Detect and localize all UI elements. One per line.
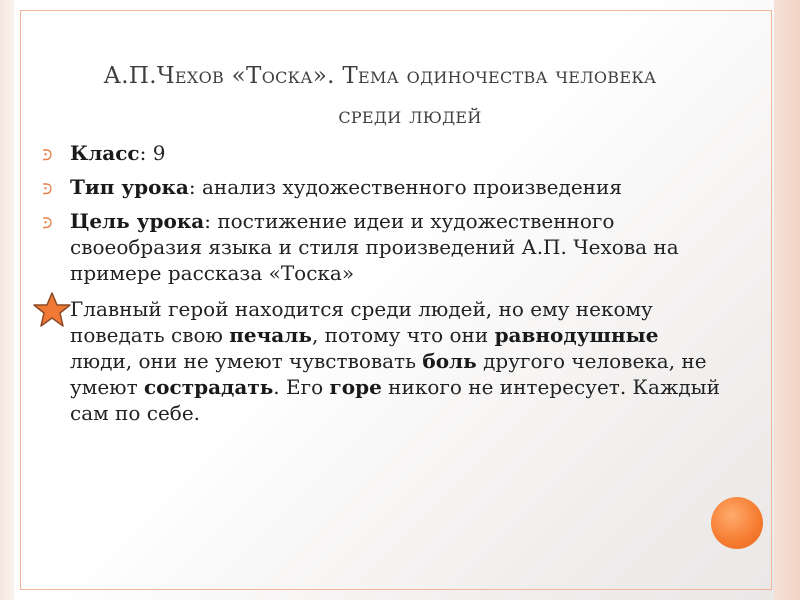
orange-arrow-bullet-icon: ⪾ xyxy=(42,144,53,165)
orange-arrow-bullet-icon: ⪾ xyxy=(42,178,53,199)
bold-word: равнодушные xyxy=(494,323,659,347)
slide-content xyxy=(42,140,722,434)
paragraph-text xyxy=(70,297,720,425)
item-label: Тип урока xyxy=(70,175,189,199)
bold-word: горе xyxy=(329,375,382,399)
text-part: Главный герой находится среди людей, но ему некому поведать свою xyxy=(70,297,653,347)
title-line-1: А.П.Чехов «Тоска». Тема одиночества человека xyxy=(103,63,657,89)
slide-title xyxy=(40,56,720,136)
list-item-lesson-goal xyxy=(42,208,722,286)
text-part: , потому что они xyxy=(311,323,495,347)
text-part: . Его xyxy=(273,375,330,399)
title-line-2: среди людей xyxy=(338,103,482,129)
orange-star-icon xyxy=(32,290,72,330)
right-edge-strip xyxy=(774,0,800,600)
text-part: другого человека, не умеют xyxy=(70,349,707,399)
text-part: люди, они не умеют чувствовать xyxy=(70,349,423,373)
orange-arrow-bullet-icon: ⪾ xyxy=(42,212,53,233)
item-text: : постижение идеи и художественного своеобразия языка и стиля произведений А.П. Чехова на примере рассказа «Тоска» xyxy=(70,209,679,285)
bold-word: сострадать xyxy=(144,375,274,399)
item-text: : 9 xyxy=(139,141,166,165)
list-item-class xyxy=(42,140,722,166)
item-label: Класс xyxy=(70,141,140,165)
item-text: : анализ художественного произведения xyxy=(188,175,622,199)
text-part: никого не интересует. Каждый сам по себе. xyxy=(70,375,720,425)
item-label: Цель урока xyxy=(70,209,205,233)
left-edge-strip xyxy=(0,0,14,600)
bold-word: печаль xyxy=(229,323,312,347)
orange-circle-decoration xyxy=(711,497,763,549)
bold-word: боль xyxy=(422,349,477,373)
list-item-main-hero xyxy=(42,296,722,426)
list-item-lesson-type xyxy=(42,174,722,200)
